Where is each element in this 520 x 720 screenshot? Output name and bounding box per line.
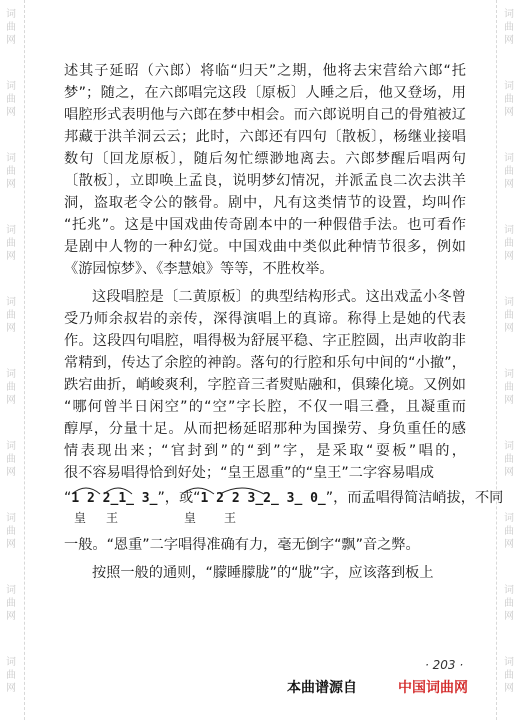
text-line: 常精到，传达了余腔的神韵。落句的行腔和乐句中间的“小撤”， [64, 355, 466, 371]
watermark-char: 词 [6, 9, 16, 20]
watermark-char: 曲 [6, 670, 16, 681]
watermark-char: 曲 [6, 382, 16, 393]
watermark-char: 曲 [504, 526, 514, 537]
text-line: 情表现出来；“官封到”的“到”字，是采取“耍板”唱的， [64, 443, 466, 459]
paragraph-2 [64, 286, 466, 484]
footer-source-label: 本曲谱源自 [287, 680, 357, 696]
watermark-char: 词 [6, 513, 16, 524]
watermark-char: 曲 [504, 238, 514, 249]
watermark-glyph-group [0, 8, 22, 47]
watermark-char: 曲 [6, 310, 16, 321]
watermark-char: 网 [504, 683, 514, 694]
watermark-char: 曲 [6, 598, 16, 609]
watermark-char: 词 [504, 153, 514, 164]
watermark-char: 词 [6, 297, 16, 308]
watermark-char: 词 [504, 441, 514, 452]
notation-example-1: 1 2 2̲1̲ 3̲ [71, 491, 158, 506]
text-line: 邦藏于洪羊洞云云；此时，六郎还有四句〔散板〕，杨继业接唱 [64, 129, 466, 145]
watermark-char: 网 [6, 683, 16, 694]
watermark-glyph-group [0, 296, 22, 335]
text-line: 很不容易唱得恰到好处；“皇王恩重”的“皇王”二字容易唱成 [64, 465, 434, 481]
watermark-char: 曲 [504, 310, 514, 321]
notation-label-huang-1: 皇 [74, 511, 87, 525]
watermark-glyph-group [0, 512, 22, 551]
left-watermark-column [0, 0, 22, 720]
text-line: “哪何曾半日闲空”的“空”字长腔，不仅一唱三叠，且凝重而 [64, 399, 466, 415]
watermark-char: 词 [504, 225, 514, 236]
notation-connector: ”，或“ [157, 490, 201, 506]
watermark-char: 曲 [504, 94, 514, 105]
watermark-char: 词 [504, 513, 514, 524]
watermark-char: 词 [6, 441, 16, 452]
source-footer [0, 677, 520, 697]
watermark-char: 网 [504, 467, 514, 478]
watermark-char: 网 [504, 611, 514, 622]
paragraph-3-start: 按照一般的通则，“朦睡朦胧”的“胧”字，应该落到板上 [92, 565, 434, 581]
watermark-char: 网 [504, 107, 514, 118]
watermark-glyph-group [498, 8, 520, 47]
paragraph-1 [64, 60, 466, 280]
notation-example-2: 1 2 2 3̲2̲ 3̲ 0̲ [200, 491, 326, 506]
watermark-char: 词 [504, 585, 514, 596]
watermark-char: 网 [6, 35, 16, 46]
text-line: 这段唱腔是〔二黄原板〕的典型结构形式。这出戏孟小冬曾 [92, 289, 466, 305]
watermark-char: 词 [6, 81, 16, 92]
watermark-char: 词 [504, 657, 514, 668]
watermark-char: 网 [504, 35, 514, 46]
watermark-char: 词 [504, 369, 514, 380]
left-margin-line [24, 0, 25, 720]
watermark-char: 曲 [6, 454, 16, 465]
watermark-glyph-group [498, 224, 520, 263]
watermark-char: 网 [6, 323, 16, 334]
text-line: 醇厚，分量十足。从而把杨延昭那种为国操劳、身负重任的感 [64, 421, 466, 437]
watermark-char: 词 [6, 153, 16, 164]
watermark-char: 曲 [504, 166, 514, 177]
watermark-char: 网 [6, 611, 16, 622]
text-line: 数句〔回龙原板〕，随后匆忙缥渺地离去。六郎梦醒后唱两句 [64, 151, 466, 167]
text-line: 洞，盗取老令公的骸骨。剧中，凡有这类情节的设置，均叫作 [64, 195, 466, 211]
notation-trailing: ”，而孟唱得简洁峭拔，不同 [325, 490, 504, 506]
watermark-char: 网 [6, 467, 16, 478]
paragraph-2-ending: 一般。“恩重”二字唱得准确有力，毫无倒字“飘”音之弊。 [64, 537, 420, 553]
watermark-char: 曲 [504, 598, 514, 609]
footer-site-name: 中国词曲网 [398, 680, 468, 696]
watermark-glyph-group [498, 368, 520, 407]
text-line: 唱腔形式表明他与六郎在梦中相会。而六郎说明自己的骨殖被辽 [64, 107, 466, 123]
jianpu-notation-row [64, 484, 504, 534]
text-line: 梦”；随之，在六郎唱完这段〔原板〕人睡之后，他又登场，用 [64, 85, 466, 101]
watermark-glyph-group [498, 584, 520, 623]
watermark-char: 曲 [6, 238, 16, 249]
watermark-char: 词 [6, 657, 16, 668]
watermark-char: 曲 [504, 670, 514, 681]
watermark-glyph-group [498, 512, 520, 551]
watermark-char: 网 [6, 179, 16, 190]
watermark-glyph-group [0, 368, 22, 407]
watermark-char: 曲 [6, 526, 16, 537]
watermark-char: 词 [504, 297, 514, 308]
notation-label-wang-2: 王 [224, 511, 237, 525]
watermark-char: 曲 [504, 382, 514, 393]
watermark-glyph-group [498, 152, 520, 191]
page-number: · 203 · [425, 658, 464, 672]
watermark-char: 网 [504, 323, 514, 334]
watermark-char: 网 [504, 179, 514, 190]
watermark-glyph-group [0, 80, 22, 119]
notation-label-wang-1: 王 [106, 511, 119, 525]
notation-label-huang-2: 皇 [184, 511, 197, 525]
right-margin-line [496, 0, 497, 720]
watermark-glyph-group [498, 296, 520, 335]
text-line: 是剧中人物的一种幻觉。中国戏曲中类似此种情节很多，例如 [64, 239, 466, 255]
notation-slurs [64, 482, 466, 496]
text-line: 述其子延昭（六郎）将临“归天”之期，他将去宋营给六郎“托 [64, 63, 466, 79]
watermark-glyph-group [0, 224, 22, 263]
text-line: 作。这段四句唱腔，唱得极为舒展平稳、字正腔圆，出声收韵非 [64, 333, 466, 349]
watermark-char: 网 [504, 539, 514, 550]
watermark-char: 词 [504, 9, 514, 20]
text-line: “托兆”。这是中国戏曲传奇剧本中的一种假借手法。也可看作 [64, 217, 466, 233]
document-body [64, 60, 504, 584]
watermark-glyph-group [0, 584, 22, 623]
text-line: 跌宕曲折，峭峻爽利，字腔音三者熨贴融和，俱臻化境。又例如 [64, 377, 466, 393]
watermark-char: 网 [504, 395, 514, 406]
watermark-char: 网 [6, 395, 16, 406]
watermark-char: 曲 [6, 94, 16, 105]
watermark-char: 词 [6, 585, 16, 596]
text-line: 〔散板〕，立即唤上孟良，说明梦幻情况，并派孟良二次去洪羊 [64, 173, 466, 189]
right-watermark-column [498, 0, 520, 720]
watermark-char: 词 [504, 81, 514, 92]
quote-open: “ [64, 490, 72, 506]
watermark-glyph-group [498, 440, 520, 479]
watermark-char: 曲 [6, 22, 16, 33]
watermark-char: 网 [504, 251, 514, 262]
watermark-char: 网 [6, 251, 16, 262]
watermark-glyph-group [0, 152, 22, 191]
watermark-char: 曲 [504, 22, 514, 33]
watermark-char: 曲 [6, 166, 16, 177]
watermark-char: 网 [6, 107, 16, 118]
watermark-glyph-group [0, 440, 22, 479]
watermark-char: 词 [6, 225, 16, 236]
text-line: 《游园惊梦》、《李慧娘》等等，不胜枚举。 [64, 261, 334, 277]
text-line: 受乃师余叔岩的亲传，深得演唱上的真谛。称得上是她的代表 [64, 311, 466, 327]
watermark-glyph-group [498, 80, 520, 119]
watermark-char: 曲 [504, 454, 514, 465]
watermark-char: 词 [6, 369, 16, 380]
watermark-char: 网 [6, 539, 16, 550]
